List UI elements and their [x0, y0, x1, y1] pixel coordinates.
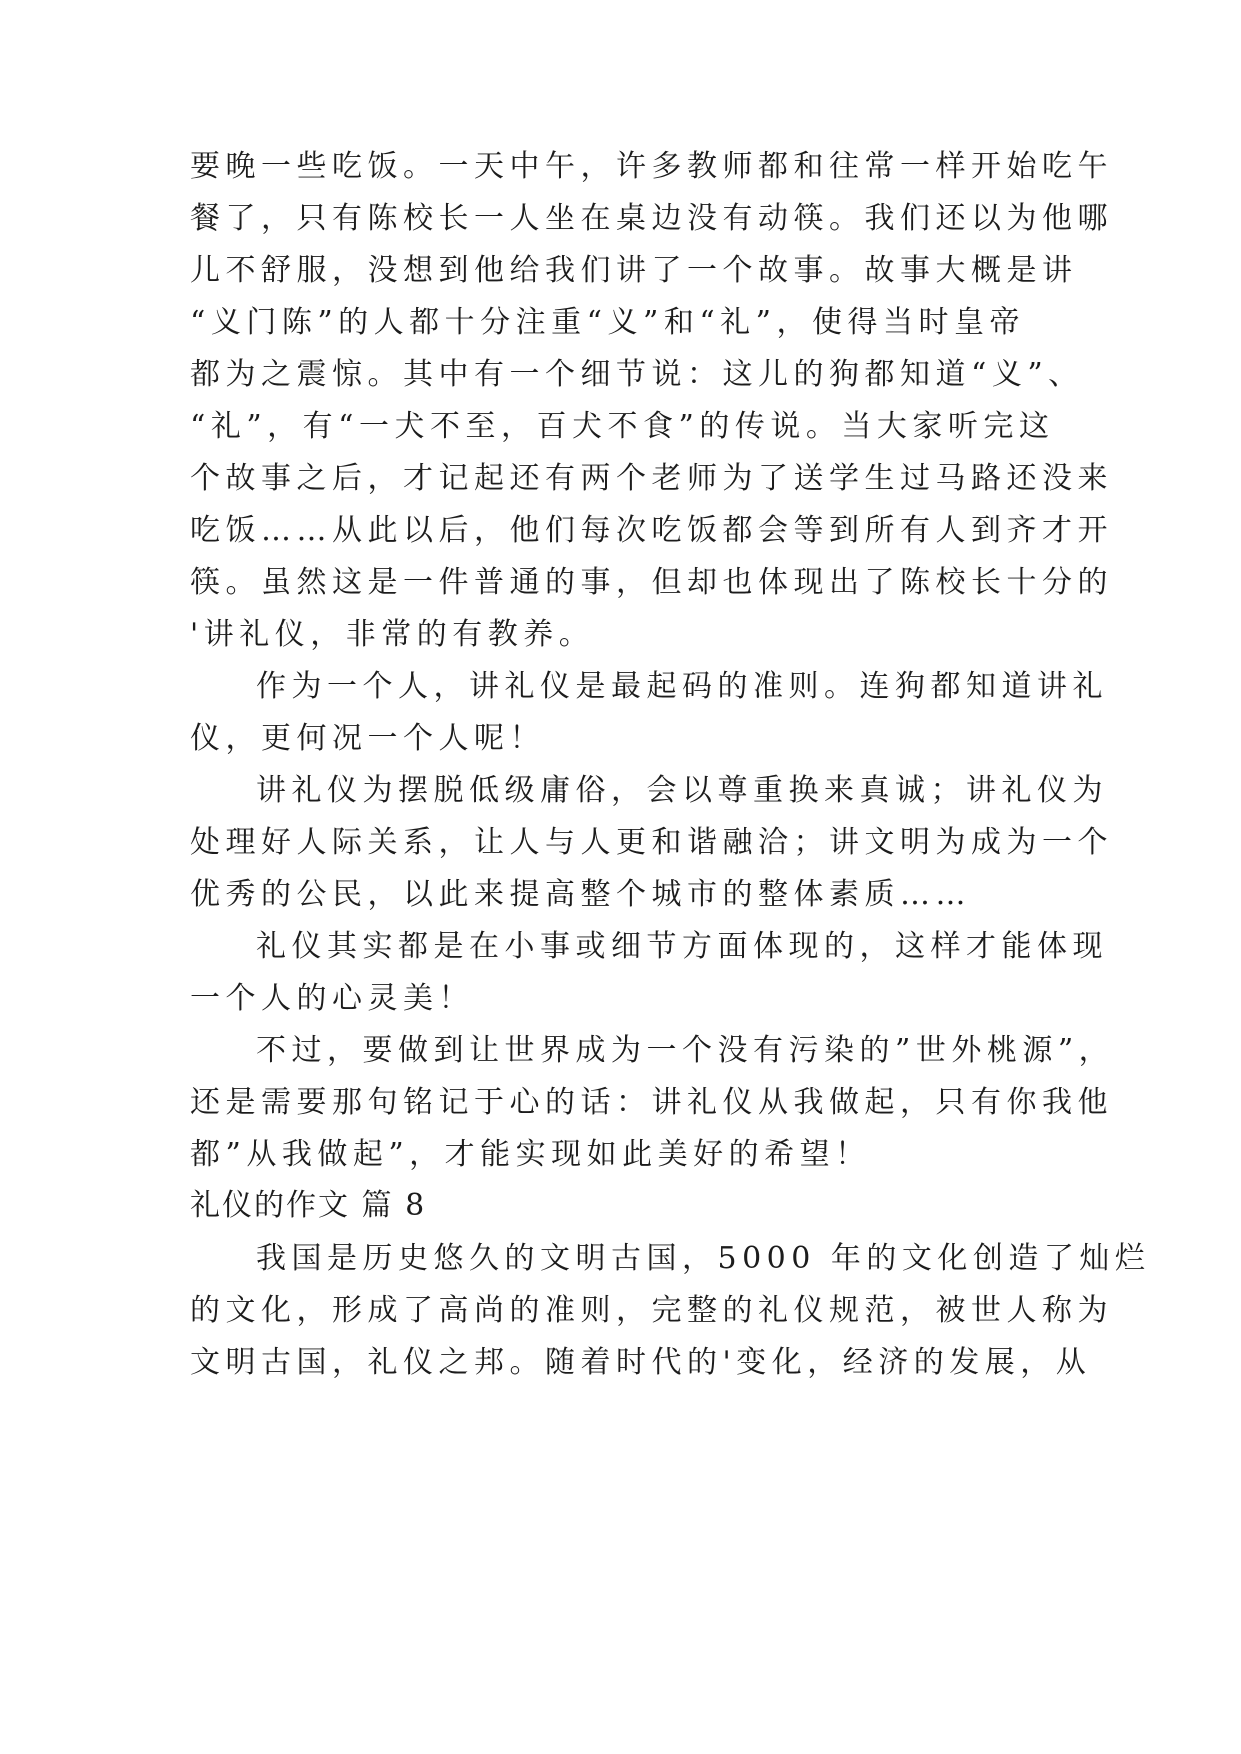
text-line: 餐了，只有陈校长一人坐在桌边没有动筷。我们还以为他哪	[190, 201, 1113, 236]
paragraph-first-line: 我国是历史悠久的文明古国，5000 年的文化创造了灿烂	[256, 1241, 1151, 1276]
text-line: 还是需要那句铭记于心的话：讲礼仪从我做起，只有你我他	[190, 1085, 1113, 1120]
text-line: 仪，更何况一个人呢！	[190, 721, 545, 756]
text-line: '讲礼仪，非常的有教养。	[190, 617, 595, 652]
text-line: 都”从我做起”，才能实现如此美好的希望！	[190, 1137, 871, 1172]
text-line: 筷。虽然这是一件普通的事，但却也体现出了陈校长十分的	[190, 565, 1113, 600]
text-line: 处理好人际关系，让人与人更和谐融洽；讲文明为成为一个	[190, 825, 1113, 860]
text-line: “礼”，有“一犬不至，百犬不食”的传说。当大家听完这	[190, 409, 1055, 444]
text-line: 优秀的公民，以此来提高整个城市的整体素质……	[190, 877, 971, 912]
text-line: “义门陈”的人都十分注重“义”和“礼”，使得当时皇帝	[190, 305, 1026, 340]
text-line: 文明古国，礼仪之邦。随着时代的'变化，经济的发展，从	[190, 1345, 1092, 1380]
paragraph-first-line: 作为一个人，讲礼仪是最起码的准则。连狗都知道讲礼	[256, 669, 1108, 704]
paragraph-first-line: 不过，要做到让世界成为一个没有污染的”世外桃源”，	[256, 1033, 1115, 1068]
text-line: 都为之震惊。其中有一个细节说：这儿的狗都知道“义”、	[190, 357, 1084, 392]
text-line: 的文化，形成了高尚的准则，完整的礼仪规范，被世人称为	[190, 1293, 1113, 1328]
text-line: 一个人的心灵美！	[190, 981, 474, 1016]
paragraph-first-line: 礼仪其实都是在小事或细节方面体现的，这样才能体现	[256, 929, 1108, 964]
text-line: 要晚一些吃饭。一天中午，许多教师都和往常一样开始吃午	[190, 149, 1113, 184]
section-heading: 礼仪的作文 篇 8	[190, 1188, 427, 1223]
text-line: 吃饭……从此以后，他们每次吃饭都会等到所有人到齐才开	[190, 513, 1113, 548]
paragraph-first-line: 讲礼仪为摆脱低级庸俗，会以尊重换来真诚；讲礼仪为	[256, 773, 1108, 808]
text-line: 儿不舒服，没想到他给我们讲了一个故事。故事大概是讲	[190, 253, 1078, 288]
text-line: 个故事之后，才记起还有两个老师为了送学生过马路还没来	[190, 461, 1113, 496]
